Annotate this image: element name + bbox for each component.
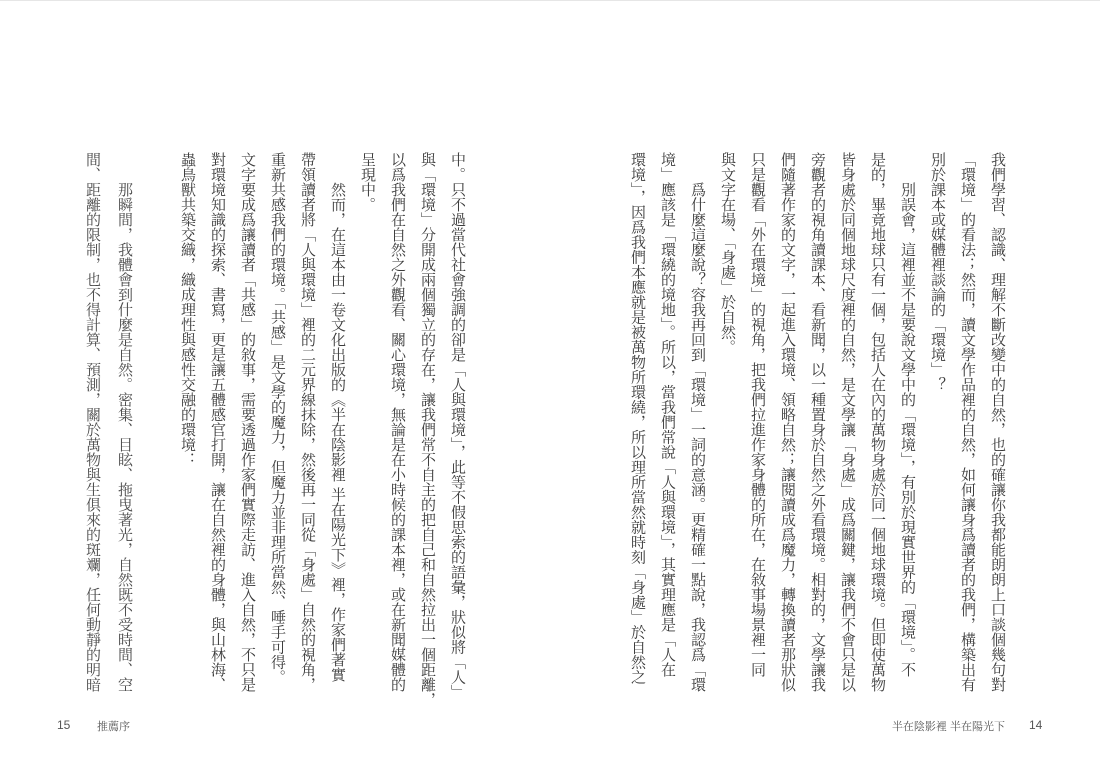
text-column: 與文字在場、「身處」於自然。 bbox=[719, 152, 737, 355]
left-page-text bbox=[173, 152, 473, 707]
text-column: 與「環境」分開成兩個獨立的存在，讓我們常不自主的把自己和自然拉出一個距離， bbox=[419, 152, 437, 707]
left-page-number: 15 bbox=[57, 718, 71, 732]
text-column: 重新共感我們的環境。「共感」是文學的魔力，但魔力並非理所當然、唾手可得。 bbox=[269, 152, 287, 685]
text-column: 文字要成爲讓讀者「共感」的敘事，需要透過作家們實際走訪、進入自然，不只是 bbox=[239, 152, 257, 692]
text-column: 別誤會，這裡並不是要說文學中的「環境」，有別於現實世界的「環境」。不 bbox=[899, 152, 917, 677]
text-column: 別於課本或媒體裡談論的「環境」？ bbox=[929, 152, 947, 392]
text-column: 是的，畢竟地球只有一個，包括人在內的萬物身處於同一個地球環境。但即使萬物 bbox=[869, 152, 887, 692]
text-column: 皆身處於同個地球尺度裡的自然，是文學讓「身處」成爲關鍵，讓我們不會只是以 bbox=[839, 152, 857, 692]
text-column: 境」應該是「環繞的境地」。所以，當我們常說「人與環境」，其實理應是「人在 bbox=[659, 152, 677, 677]
quote-column: 那瞬間，我體會到什麼是自然。密集、目眩、拖曳著光，自然既不受時間、空 bbox=[116, 152, 134, 692]
text-column: 帶領讀者將「人與環境」裡的二元界線抹除，然後再一同從「身處」自然的視角， bbox=[299, 152, 317, 692]
left-running-title: 推薦序 bbox=[97, 721, 130, 733]
text-column: 爲什麼這麼說？容我再回到「環境」一詞的意涵。更精確一點說，我認爲「環 bbox=[689, 152, 707, 692]
text-column: 以爲我們在自然之外觀看、關心環境，無論是在小時候的課本裡，或在新聞媒體的 bbox=[389, 152, 407, 692]
text-column: 旁觀者的視角讀課本、看新聞，以一種置身於自然之外看環境。相對的，文學讓我 bbox=[809, 152, 827, 692]
text-column: 中。只不過當代社會強調的卻是「人與環境」，此等不假思索的語彙，狀似將「人」 bbox=[449, 152, 467, 700]
text-column: 我們學習、認識、理解不斷改變中的自然，也的確讓你我都能朗朗上口談個幾句對 bbox=[989, 152, 1007, 692]
text-column: 蟲鳥獸共築交織，織成理性與感性交融的環境： bbox=[179, 152, 197, 467]
right-page-number: 14 bbox=[1029, 718, 1043, 732]
text-column: 然而，在這本由一卷文化出版的《半在陰影裡 半在陽光下》裡，作家們著實 bbox=[329, 152, 347, 682]
text-column: 對環境知識的探索、書寫，更是讓五體感官打開，讓在自然裡的身體，與山林海、 bbox=[209, 152, 227, 692]
block-quote bbox=[77, 152, 141, 697]
right-page-text bbox=[623, 152, 1013, 697]
text-column: 只是觀看「外在環境」的視角，把我們拉進作家身體的所在，在敘事場景裡一同 bbox=[749, 152, 767, 677]
text-column: 環境」，因爲我們本應就是被萬物所環繞，所以理所當然就時刻「身處」於自然之 bbox=[629, 152, 647, 685]
text-column: 們隨著作家的文字，一起進入環境、領略自然；讓閱讀成爲魔力，轉換讀者那狀似 bbox=[779, 152, 797, 692]
text-column: 呈現中。 bbox=[359, 152, 377, 212]
quote-column: 間、距離的限制，也不得計算、預測，關於萬物與生俱來的斑斕，任何動靜的明暗 bbox=[84, 152, 102, 692]
page-top-edge bbox=[0, 0, 1100, 1]
text-column: 「環境」的看法；然而，讀文學作品裡的自然，如何讓身爲讀者的我們，構築出有 bbox=[959, 152, 977, 692]
right-running-title: 半在陰影裡 半在陽光下 bbox=[891, 721, 1005, 733]
